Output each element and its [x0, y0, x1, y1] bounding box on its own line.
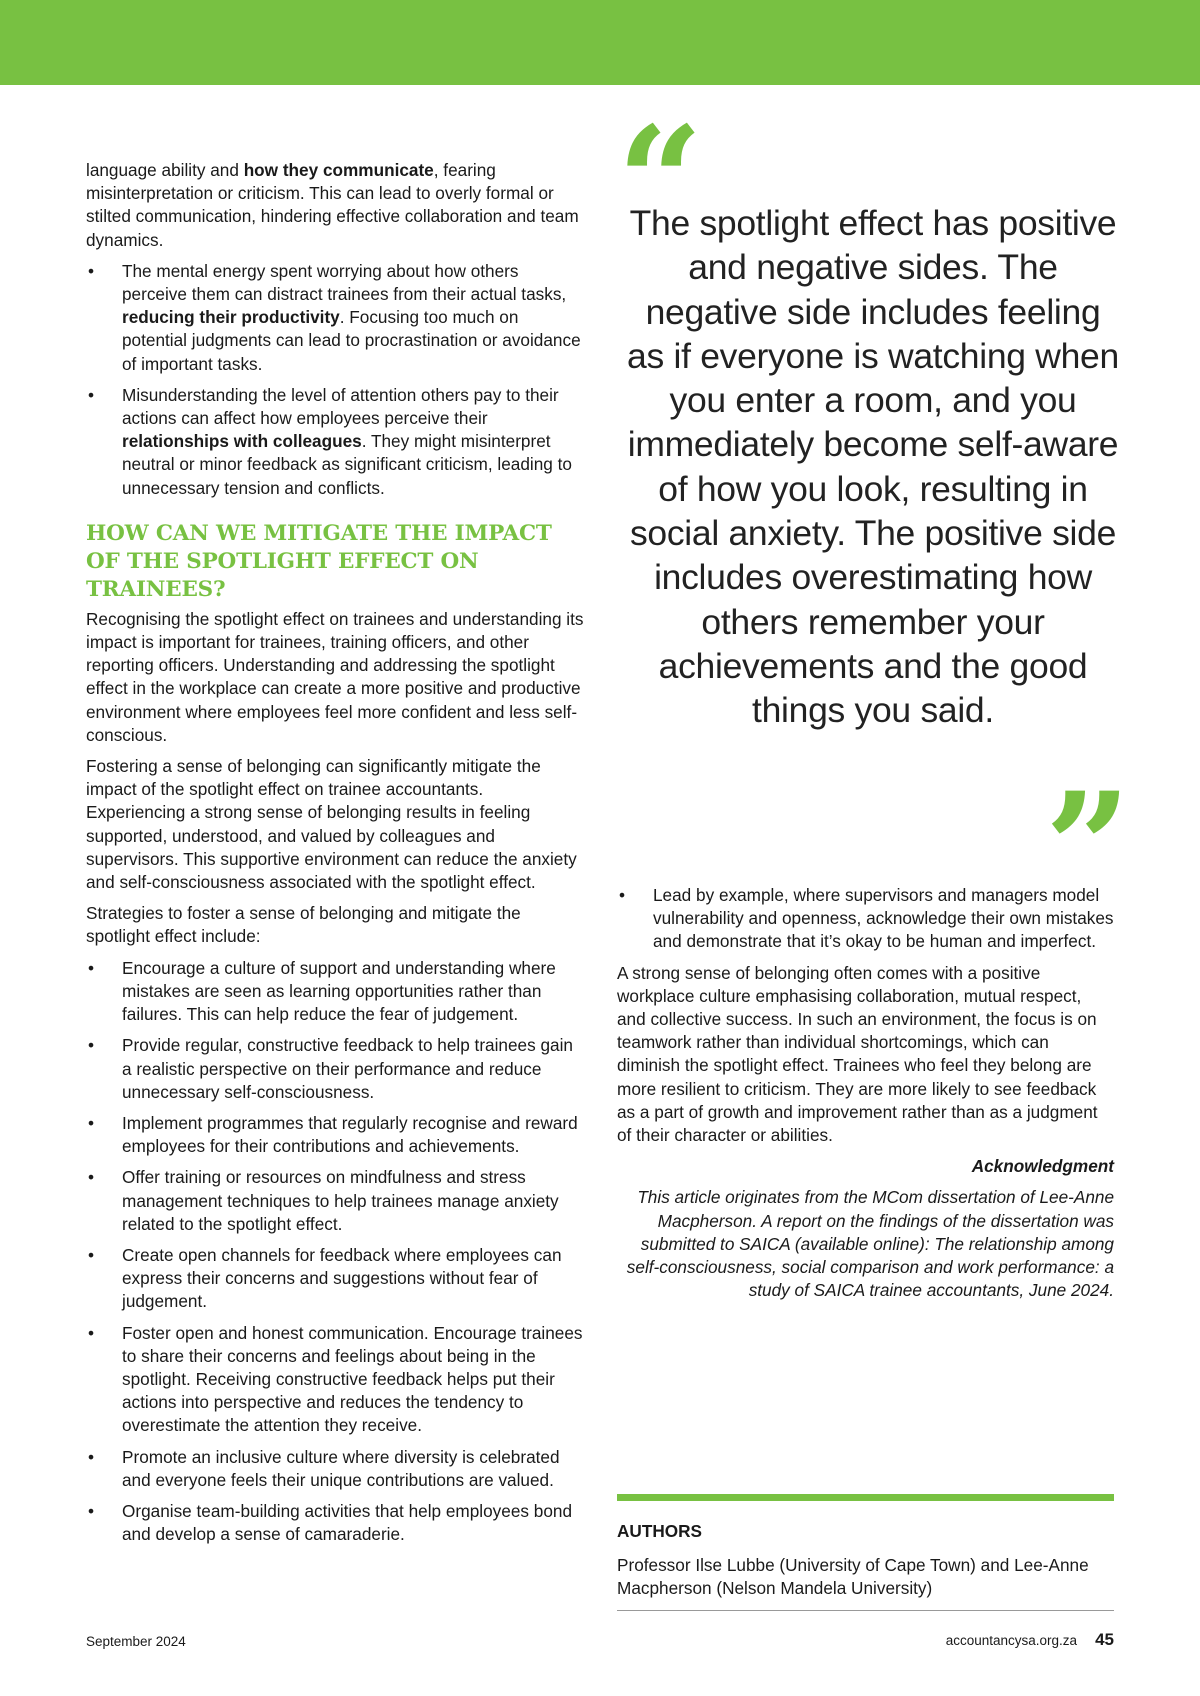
list-item: • Provide regular, constructive feedback to help trainees gain a realistic perspective on their performance and reduce unnecessary self-consciousness.: [86, 1034, 586, 1104]
paragraph: Recognising the spotlight effect on trainees and understanding its impact is important for trainees, training officers, and other reporting officers. Understanding and addressing the spotlight effect in the workplace can create a more positive and productive environment where employees feel more confident and less self-conscious.: [86, 608, 584, 745]
open-quote-icon: “: [617, 94, 704, 270]
pull-quote-text: The spotlight effect has positive and negative sides. The negative side includes feeling as if everyone is watching when you enter a room, and you immediately become self-aware of how you look, resulting in social anxiety. The positive side includes overestimating how others remember your achievements and the good things you said.: [627, 203, 1119, 731]
footer-site: accountancysa.org.za: [945, 1633, 1078, 1648]
intro-continuation: language ability and how they communicate, fearing misinterpretation or criticism. This can lead to overly formal or stilted communication, hindering effective collaboration and team dynamics.: [86, 160, 579, 250]
left-column: [86, 159, 586, 1554]
acknowledgment-text: This article originates from the MCom dissertation of Lee-Anne Macpherson. A report on the findings of the dissertation was submitted to SAICA (available online): The relationship among self-consciousness, social comparison and work performance: a study of SAICA trainee accountants, June 2024.: [626, 1187, 1114, 1301]
list-item: • Create open channels for feedback where employees can express their concerns and suggestions without fear of judgement.: [86, 1244, 586, 1314]
authors-text: Professor Ilse Lubbe (University of Cape Town) and Lee-Anne Macpherson (Nelson Mandela University): [617, 1555, 1089, 1599]
authors-bottom-rule: [617, 1610, 1114, 1611]
authors-title: AUTHORS: [617, 1521, 702, 1541]
list-item: • Foster open and honest communication. Encourage trainees to share their concerns and feelings about being in the spotlight. Receiving constructive feedback helps put their actions into perspective and reduces the tendency to overestimate the attention they receive.: [86, 1322, 586, 1438]
acknowledgment-title: Acknowledgment: [971, 1156, 1114, 1177]
list-item: • Offer training or resources on mindfulness and stress management techniques to help trainees manage anxiety related to the spotlight effect.: [86, 1166, 586, 1236]
impact-list: [86, 260, 586, 500]
paragraph: Strategies to foster a sense of belonging and mitigate the spotlight effect include:: [86, 903, 521, 947]
paragraph: A strong sense of belonging often comes with a positive workplace culture emphasising collaboration, mutual respect, and collective success. In such an environment, the focus is on teamwork rather than individual shortcomings, which can diminish the spotlight effect. Trainees who feel they belong are more resilient to criticism. They are more likely to see feedback as a part of growth and improvement rather than as a judgment of their character or abilities.: [617, 962, 1098, 1146]
list-item: • Implement programmes that regularly recognise and reward employees for their contributions and achievements.: [86, 1112, 586, 1158]
footer-date: September 2024: [86, 1634, 186, 1649]
lead-list: [617, 884, 1114, 954]
list-item: • Promote an inclusive culture where diversity is celebrated and everyone feels their unique contributions are valued.: [86, 1446, 586, 1492]
page-number: 45: [1095, 1630, 1114, 1649]
close-quote-icon: ”: [1044, 760, 1131, 936]
list-item: • The mental energy spent worrying about how others perceive them can distract trainees from their actual tasks, reducing their productivity. Focusing too much on potential judgments can lead to procrastination or avoidance of important tasks.: [86, 260, 586, 376]
authors-divider: [617, 1494, 1114, 1501]
section-heading: HOW CAN WE MITIGATE THE IMPACT OF THE SPOTLIGHT EFFECT ON TRAINEES?: [86, 520, 552, 602]
strategies-list: [86, 957, 586, 1547]
top-color-band: [0, 0, 1200, 85]
list-item: • Organise team-building activities that help employees bond and develop a sense of camaraderie.: [86, 1500, 586, 1546]
footer-right: [946, 1630, 1114, 1650]
list-item: • Lead by example, where supervisors and managers model vulnerability and openness, acknowledge their own mistakes and demonstrate that it’s okay to be human and imperfect.: [617, 884, 1114, 954]
paragraph: Fostering a sense of belonging can significantly mitigate the impact of the spotlight effect on trainee accountants. Experiencing a strong sense of belonging results in feeling supported, understood, and valued by colleagues and supervisors. This supportive environment can reduce the anxiety and self-consciousness associated with the spotlight effect.: [86, 756, 577, 893]
right-column: [617, 884, 1114, 1310]
list-item: • Encourage a culture of support and understanding where mistakes are seen as learning opportunities rather than failures. This can help reduce the fear of judgement.: [86, 957, 586, 1027]
list-item: • Misunderstanding the level of attention others pay to their actions can affect how employees perceive their relationships with colleagues. They might misinterpret neutral or minor feedback as significant criticism, leading to unnecessary tension and conflicts.: [86, 384, 586, 500]
